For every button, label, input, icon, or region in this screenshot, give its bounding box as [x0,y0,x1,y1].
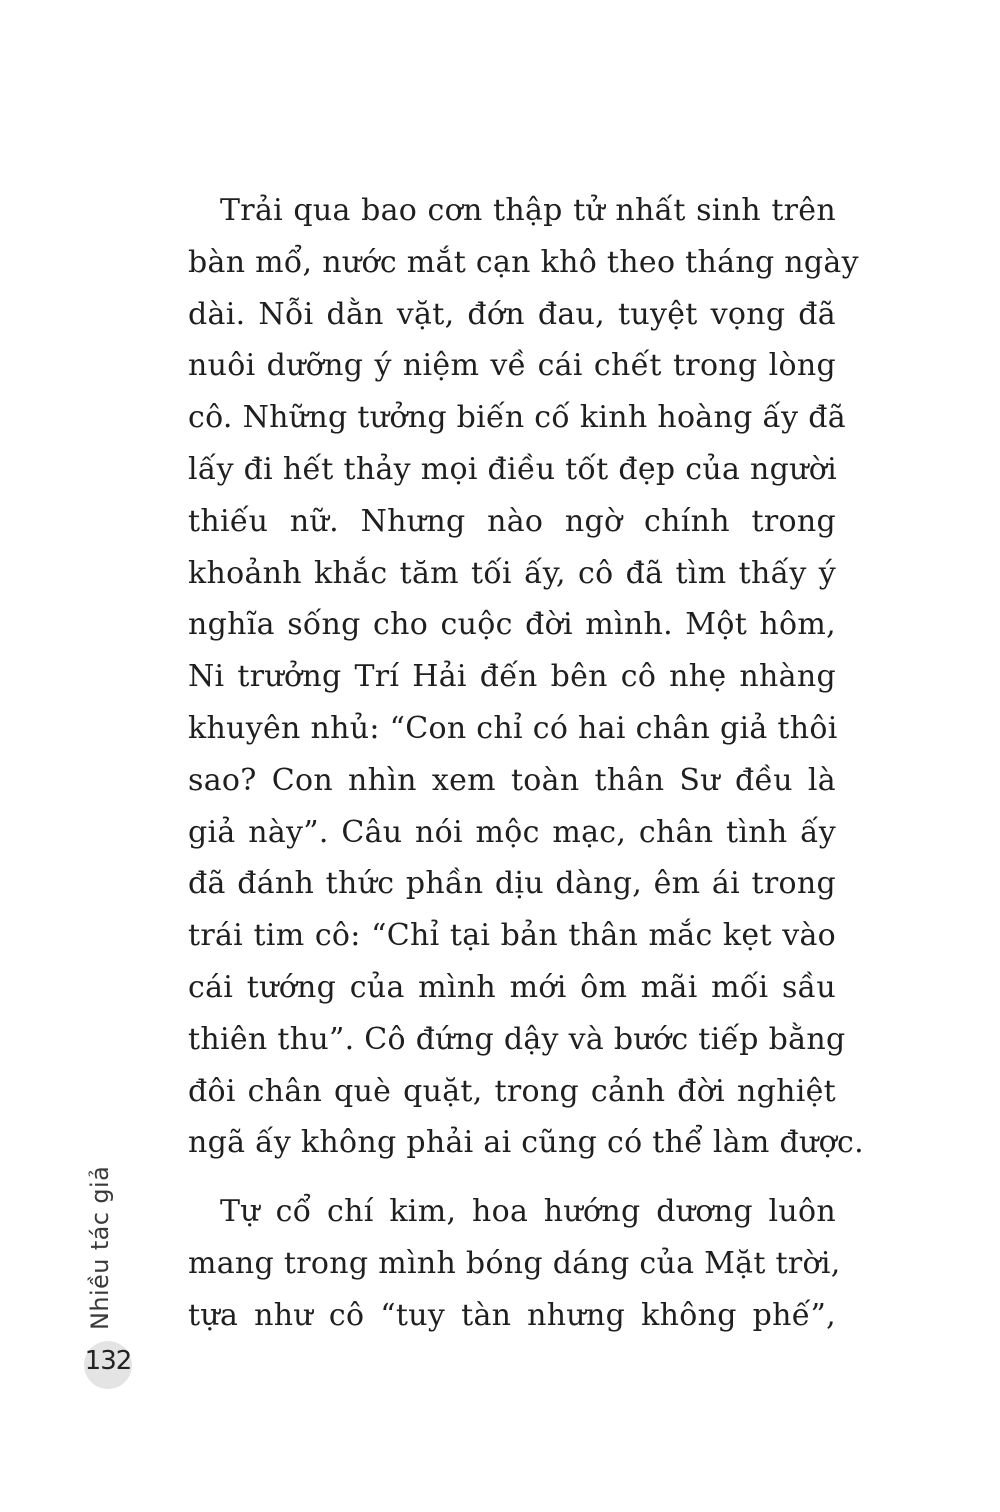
text-line: khoảnh khắc tăm tối ấy, cô đã tìm thấy ý [188,555,836,591]
text-line: nuôi dưỡng ý niệm về cái chết trong lòng [188,348,836,384]
text-line: sao? Con nhìn xem toàn thân Sư đều là [188,762,836,798]
text-line: Trải qua bao cơn thập tử nhất sinh trên [220,193,836,228]
text-line: giả này”. Câu nói mộc mạc, chân tình ấy [188,814,836,850]
text-line: bàn mổ, nước mắt cạn khô theo tháng ngày [188,244,859,280]
text-line: ngã ấy không phải ai cũng có thể làm được. [188,1125,864,1161]
paragraph-2 [188,1186,841,1341]
text-line: Ni trưởng Trí Hải đến bên cô nhẹ nhàng [188,659,836,695]
text-line: đã đánh thức phần dịu dàng, êm ái trong [188,866,836,902]
paragraph-1 [188,185,864,1169]
page-number: 132 [84,1346,132,1376]
text-line: lấy đi hết thảy mọi điều tốt đẹp của người [188,451,838,487]
text-line: mang trong mình bóng dáng của Mặt trời, [188,1245,841,1281]
text-line: tựa như cô “tuy tàn nhưng không phế”, [188,1297,836,1333]
text-line: thiên thu”. Cô đứng dậy và bước tiếp bằng [188,1021,846,1057]
text-line: trái tim cô: “Chỉ tại bản thân mắc kẹt vào [188,918,836,954]
text-line: cô. Những tưởng biến cố kinh hoàng ấy đã [188,400,846,436]
text-line: thiếu nữ. Nhưng nào ngờ chính trong [188,503,836,539]
text-line: nghĩa sống cho cuộc đời mình. Một hôm, [188,607,836,643]
text-line: khuyên nhủ: “Con chỉ có hai chân giả thôi [188,710,838,746]
text-line: cái tướng của mình mới ôm mãi mối sầu [188,969,836,1005]
text-line: đôi chân què quặt, trong cảnh đời nghiệt [188,1073,836,1109]
running-head-author: Nhiều tác giả [86,1165,114,1330]
text-line: Tự cổ chí kim, hoa hướng dương luôn [220,1194,836,1229]
text-line: dài. Nỗi dằn vặt, đớn đau, tuyệt vọng đã [188,296,836,332]
